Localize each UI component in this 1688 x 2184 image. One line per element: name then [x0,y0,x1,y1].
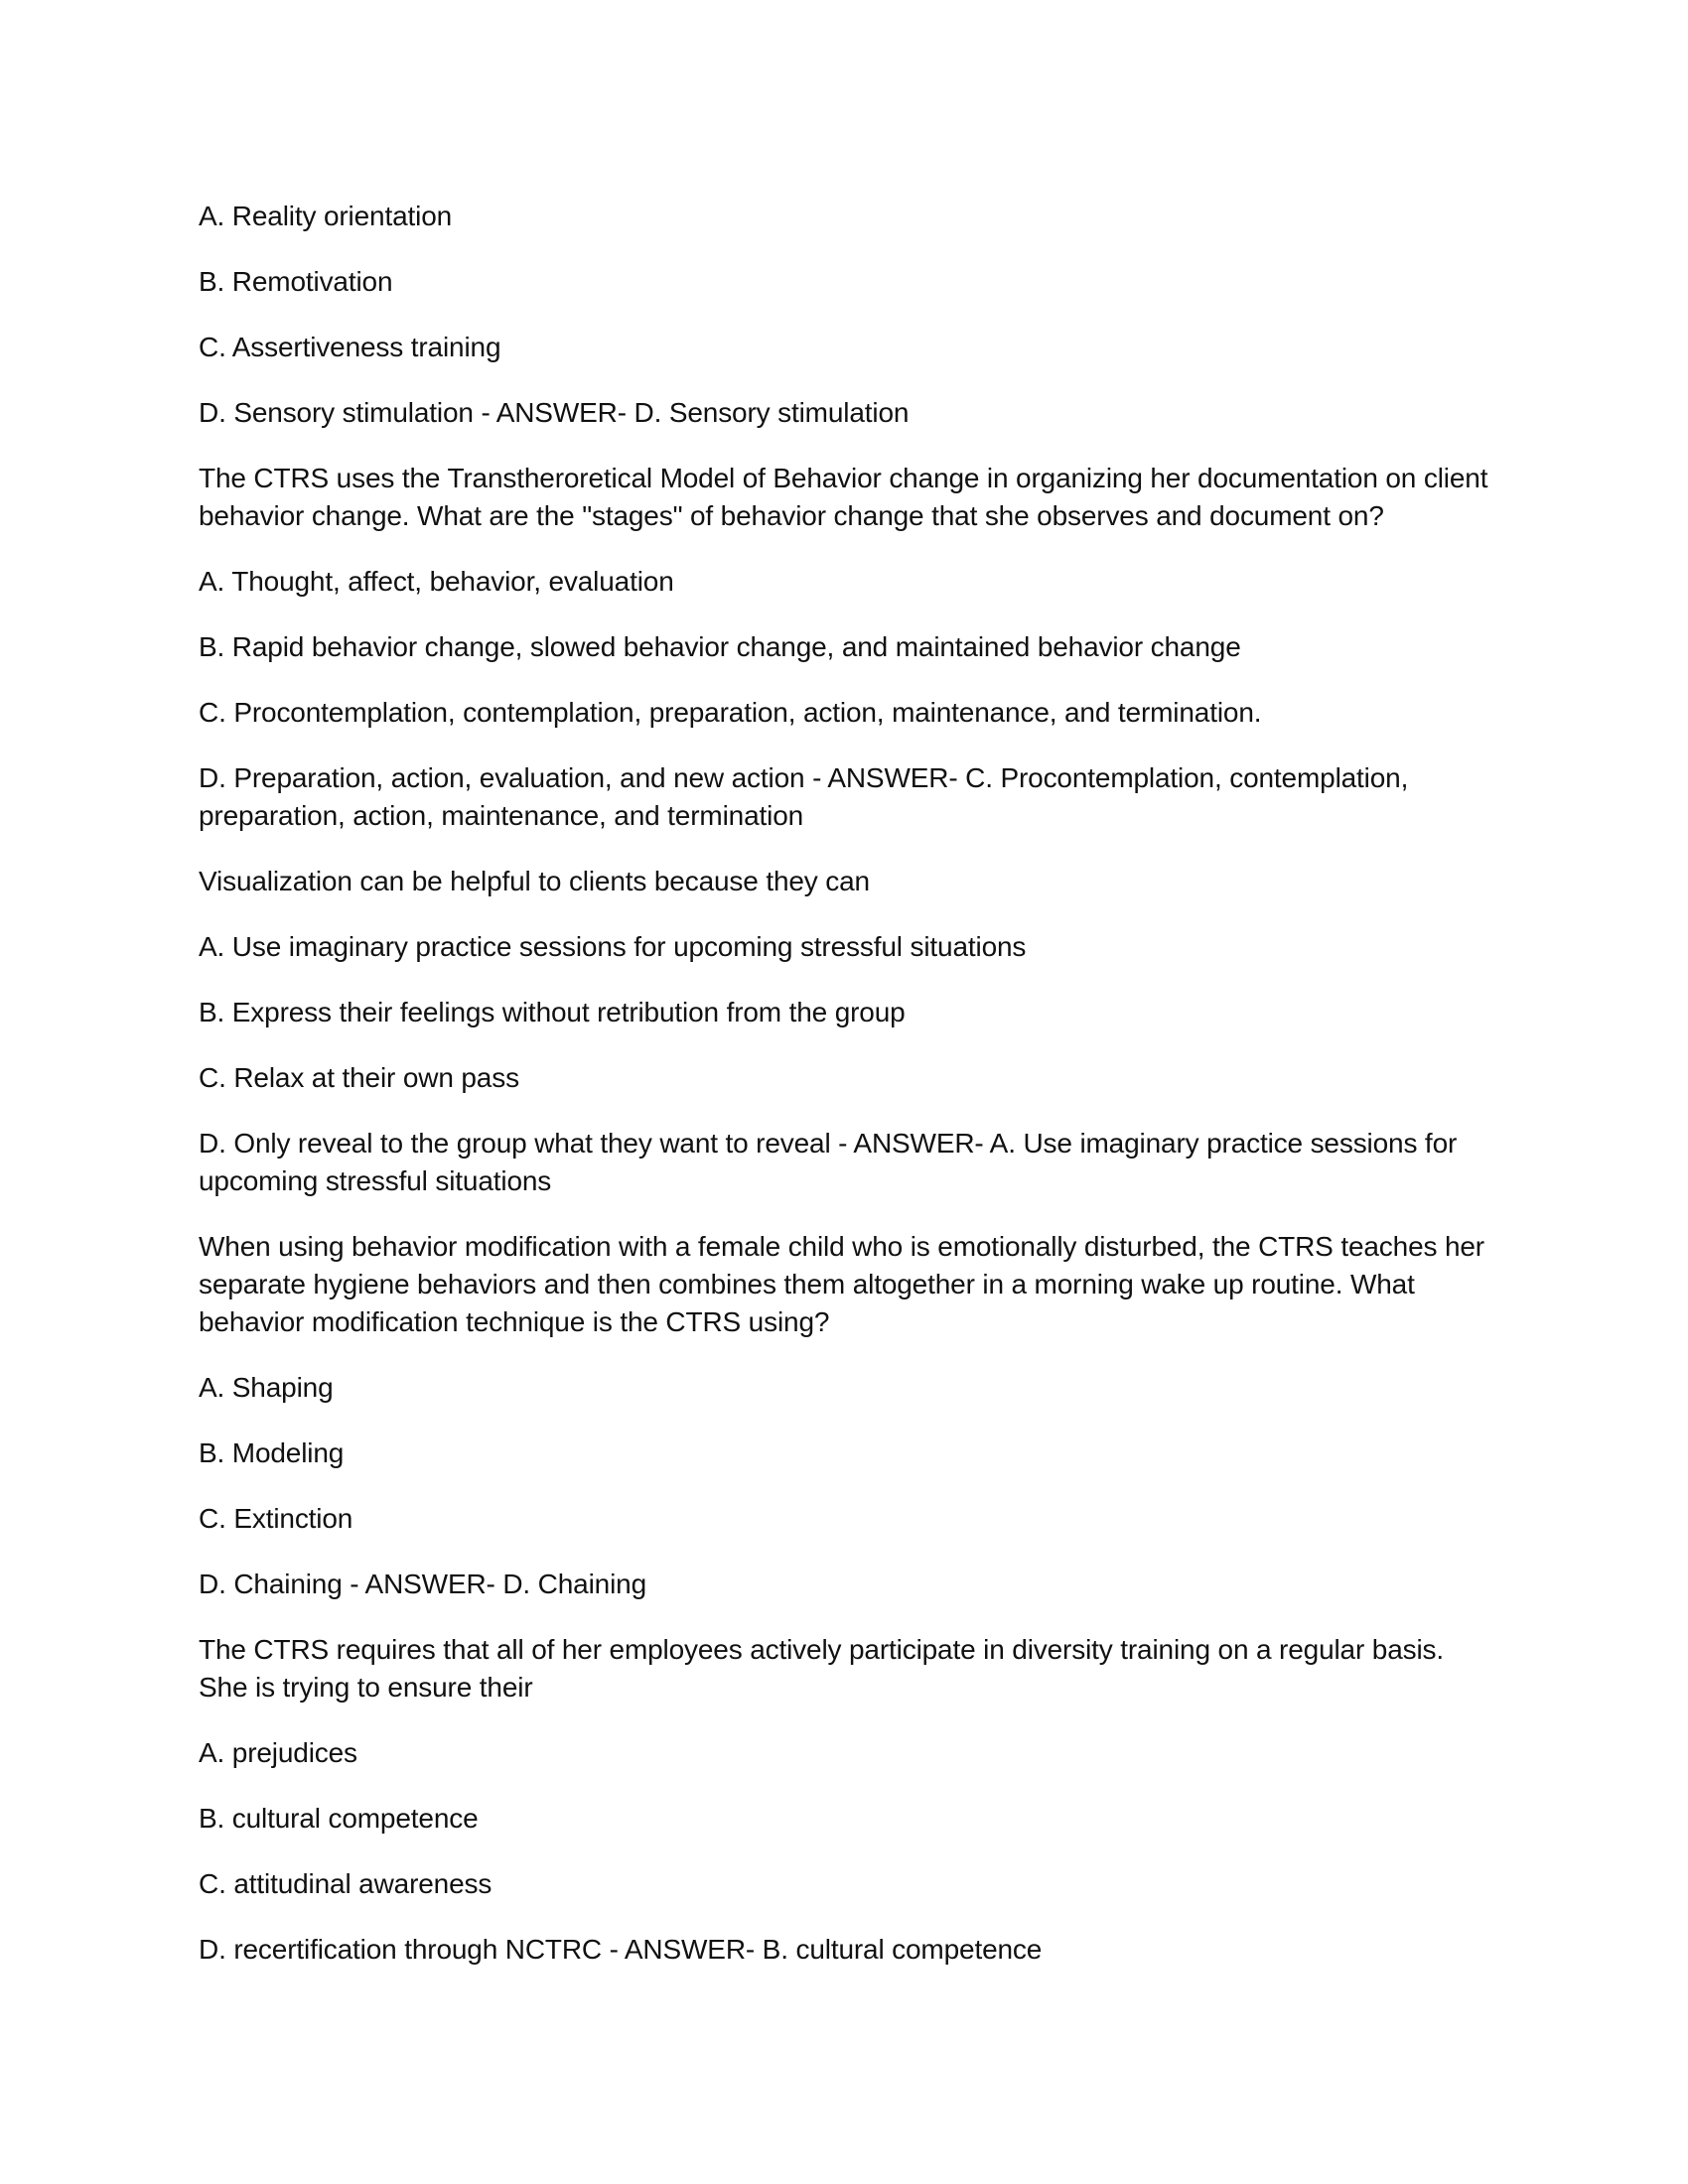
option-c-assertiveness-training: C. Assertiveness training [199,332,501,362]
option-a-reality-orientation: A. Reality orientation [199,201,453,231]
option-d-chaining-answer: D. Chaining - ANSWER- D. Chaining [199,1569,646,1599]
option-d-recertification-answer: D. recertification through NCTRC - ANSWER- B. cultural competence [199,1934,1043,1965]
question-diversity-training: The CTRS requires that all of her employees actively participate in diversity training on a regular basis. She is trying to ensure their [199,1634,1445,1703]
question-visualization: Visualization can be helpful to clients because they can [199,866,870,896]
option-d-preparation-answer: D. Preparation, action, evaluation, and new action - ANSWER- C. Procontemplation, contemplation, preparation, action, maintenance, and termination [199,762,1409,831]
option-b-modeling: B. Modeling [199,1437,345,1468]
option-c-relax: C. Relax at their own pass [199,1062,519,1093]
document-body [199,198,1489,1996]
option-b-cultural-competence: B. cultural competence [199,1803,479,1834]
option-d-reveal-answer: D. Only reveal to the group what they want to reveal - ANSWER- A. Use imaginary practice sessions for upcoming stressful situations [199,1128,1458,1196]
option-a-shaping: A. Shaping [199,1372,334,1403]
question-transtheoretical-model: The CTRS uses the Transtheroretical Model of Behavior change in organizing her documentation on client behavior change. What are the "stages" of behavior change that she observes and document on? [199,463,1488,531]
option-a-imaginary-practice: A. Use imaginary practice sessions for upcoming stressful situations [199,931,1027,962]
option-b-rapid-behavior-change: B. Rapid behavior change, slowed behavior change, and maintained behavior change [199,631,1241,662]
option-b-remotivation: B. Remotivation [199,266,393,297]
option-c-procontemplation: C. Procontemplation, contemplation, preparation, action, maintenance, and termination. [199,697,1262,728]
option-c-extinction: C. Extinction [199,1503,353,1534]
question-behavior-modification: When using behavior modification with a female child who is emotionally disturbed, the CTRS teaches her separate hygiene behaviors and then combines them altogether in a morning wake up routine. What behavior modification technique is the CTRS using? [199,1231,1484,1337]
option-a-thought-affect: A. Thought, affect, behavior, evaluation [199,566,674,597]
option-d-sensory-stimulation-answer: D. Sensory stimulation - ANSWER- D. Sensory stimulation [199,397,910,428]
option-c-attitudinal-awareness: C. attitudinal awareness [199,1868,492,1899]
option-b-express-feelings: B. Express their feelings without retribution from the group [199,997,906,1027]
option-a-prejudices: A. prejudices [199,1737,357,1768]
